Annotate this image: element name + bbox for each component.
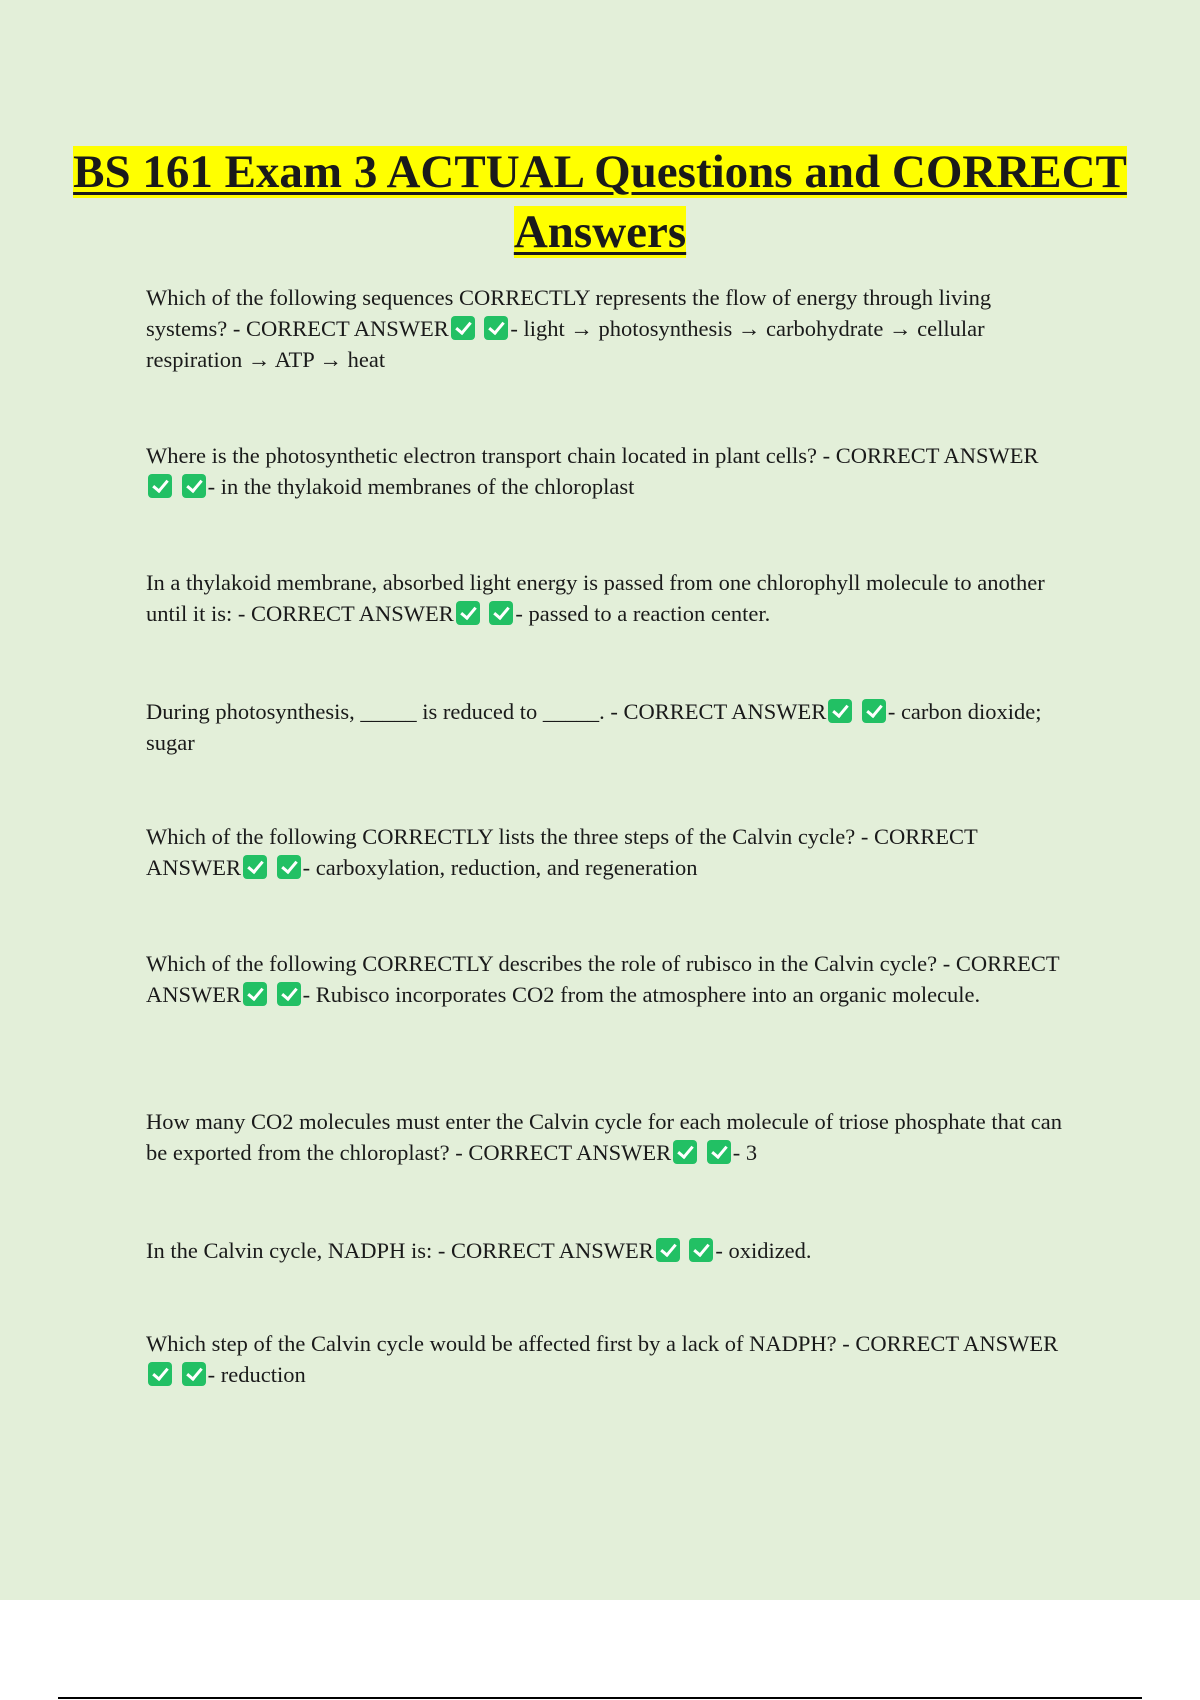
check-mark-icon xyxy=(182,1362,206,1386)
document-title xyxy=(0,142,1200,262)
check-mark-icon xyxy=(862,699,886,723)
check-mark-icon xyxy=(656,1238,680,1262)
check-mark-icon xyxy=(489,601,513,625)
answer-marker: - CORRECT ANSWER xyxy=(455,1140,672,1165)
answer-text: - 3 xyxy=(732,1140,758,1165)
question-text: During photosynthesis, _____ is reduced to _____. xyxy=(146,699,605,724)
check-mark-icon xyxy=(148,474,172,498)
question-text: Which of the following CORRECTLY describes the role of rubisco in the Calvin cycle? xyxy=(146,951,938,976)
check-mark-icon xyxy=(673,1140,697,1164)
question-text: In the Calvin cycle, NADPH is: xyxy=(146,1238,433,1263)
title-text: BS 161 Exam 3 ACTUAL Questions and CORRECT Answers xyxy=(73,146,1127,258)
question-text: Which step of the Calvin cycle would be affected first by a lack of NADPH? xyxy=(146,1331,837,1356)
answer-text: - oxidized. xyxy=(715,1238,812,1263)
answer-text: - in the thylakoid membranes of the chloroplast xyxy=(207,474,635,499)
qa-item-1 xyxy=(146,282,1066,375)
check-mark-icon xyxy=(456,601,480,625)
answer-marker: - CORRECT ANSWER xyxy=(237,601,454,626)
answer-text: - light → photosynthesis → carbohydrate → cellular respiration → ATP → heat xyxy=(146,316,985,372)
answer-marker: - CORRECT ANSWER xyxy=(822,443,1039,468)
check-mark-icon xyxy=(828,699,852,723)
check-mark-icon xyxy=(243,982,267,1006)
answer-text: - carbon dioxide; sugar xyxy=(146,699,1042,755)
qa-item-2 xyxy=(146,440,1066,502)
qa-item-7 xyxy=(146,1106,1066,1168)
check-mark-icon xyxy=(451,316,475,340)
answer-marker: - CORRECT ANSWER xyxy=(146,824,978,880)
check-mark-icon xyxy=(277,855,301,879)
answer-text: - Rubisco incorporates CO2 from the atmosphere into an organic molecule. xyxy=(302,982,981,1007)
qa-item-9 xyxy=(146,1328,1066,1390)
qa-item-6 xyxy=(146,948,1066,1010)
answer-marker: - CORRECT ANSWER xyxy=(437,1238,654,1263)
answer-marker: - CORRECT ANSWER xyxy=(610,699,827,724)
answer-marker: - CORRECT ANSWER xyxy=(842,1331,1059,1356)
footer-divider xyxy=(58,1697,1142,1699)
question-text: Which of the following sequences CORRECTLY represents the flow of energy through living systems? xyxy=(146,285,992,341)
question-text: In a thylakoid membrane, absorbed light energy is passed from one chlorophyll molecule to another until it is: xyxy=(146,570,1045,626)
check-mark-icon xyxy=(277,982,301,1006)
answer-marker: - CORRECT ANSWER xyxy=(146,951,1060,1007)
check-mark-icon xyxy=(689,1238,713,1262)
answer-text: - carboxylation, reduction, and regeneration xyxy=(302,855,698,880)
answer-text: - passed to a reaction center. xyxy=(515,601,771,626)
check-mark-icon xyxy=(707,1140,731,1164)
qa-item-5 xyxy=(146,821,1066,883)
question-text: Which of the following CORRECTLY lists the three steps of the Calvin cycle? xyxy=(146,824,856,849)
qa-item-8 xyxy=(146,1235,1066,1266)
check-mark-icon xyxy=(243,855,267,879)
qa-item-3 xyxy=(146,567,1066,629)
check-mark-icon xyxy=(484,316,508,340)
check-mark-icon xyxy=(148,1362,172,1386)
question-text: How many CO2 molecules must enter the Calvin cycle for each molecule of triose phosphate that can be exported from the chloroplast? xyxy=(146,1109,1062,1165)
check-mark-icon xyxy=(182,474,206,498)
answer-text: - reduction xyxy=(207,1362,306,1387)
qa-item-4 xyxy=(146,696,1066,758)
answer-marker: - CORRECT ANSWER xyxy=(232,316,449,341)
question-text: Where is the photosynthetic electron transport chain located in plant cells? xyxy=(146,443,818,468)
